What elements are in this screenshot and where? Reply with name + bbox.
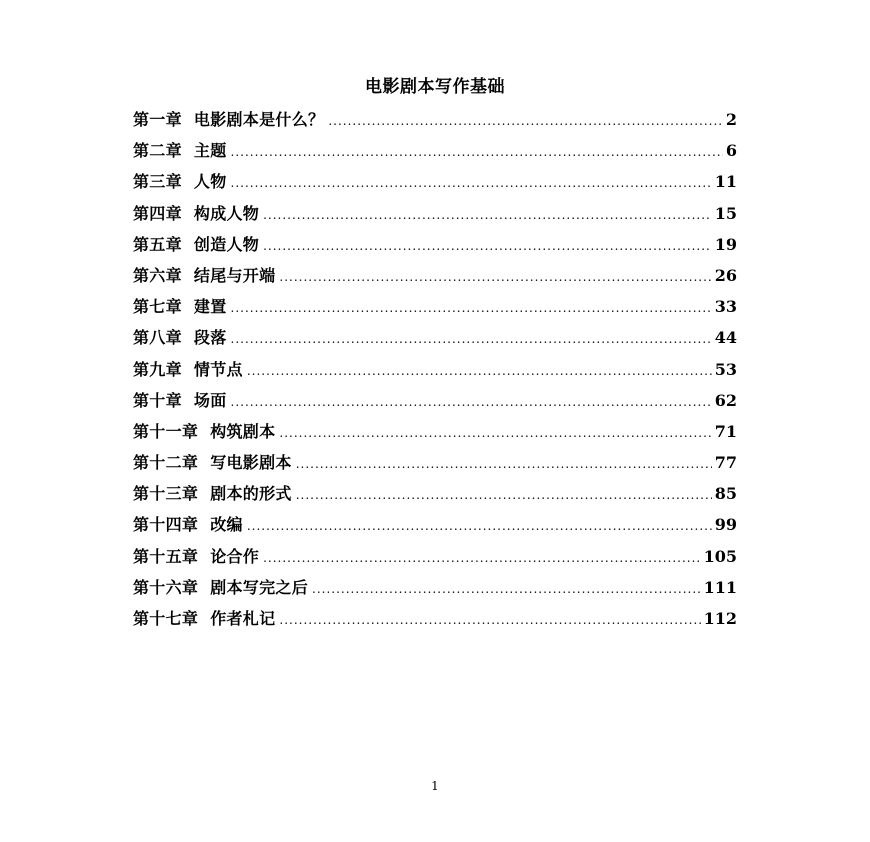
toc-dot-leader bbox=[328, 106, 723, 137]
toc-entry[interactable] bbox=[133, 354, 737, 385]
toc-chapter-label: 第九章 bbox=[133, 359, 182, 379]
toc-chapter-label: 第二章 bbox=[133, 141, 182, 161]
toc-chapter-title: 场面 bbox=[193, 390, 227, 410]
toc-entry[interactable] bbox=[133, 603, 737, 634]
toc-page-number: 105 bbox=[703, 546, 737, 566]
toc-entry[interactable] bbox=[133, 509, 737, 540]
toc-chapter-label: 第十章 bbox=[133, 390, 182, 410]
toc-chapter-title: 构筑剧本 bbox=[210, 421, 276, 441]
toc-chapter-label: 第十二章 bbox=[133, 453, 199, 473]
toc-chapter-title: 论合作 bbox=[210, 546, 260, 566]
toc-dot-leader bbox=[312, 574, 701, 605]
document-title: 电影剧本写作基础 bbox=[365, 77, 505, 97]
toc-page-number: 6 bbox=[725, 141, 737, 161]
table-of-contents bbox=[133, 104, 737, 634]
toc-dot-leader bbox=[279, 605, 700, 636]
toc-page-number: 26 bbox=[714, 265, 737, 285]
toc-entry[interactable] bbox=[133, 447, 737, 478]
toc-page-number: 53 bbox=[714, 359, 737, 379]
toc-chapter-label: 第五章 bbox=[133, 234, 182, 254]
toc-chapter-title: 情节点 bbox=[193, 359, 243, 379]
toc-chapter-label: 第十五章 bbox=[133, 546, 199, 566]
toc-entry[interactable] bbox=[133, 416, 737, 447]
toc-chapter-title: 人物 bbox=[193, 172, 227, 192]
toc-entry[interactable] bbox=[133, 322, 737, 353]
toc-entry[interactable] bbox=[133, 260, 737, 291]
toc-entry[interactable] bbox=[133, 385, 737, 416]
toc-chapter-label: 第八章 bbox=[133, 328, 182, 348]
toc-dot-leader bbox=[263, 543, 700, 574]
page-number: 1 bbox=[431, 779, 439, 793]
toc-chapter-label: 第七章 bbox=[133, 297, 182, 317]
toc-chapter-title: 段落 bbox=[193, 328, 227, 348]
toc-dot-leader bbox=[247, 511, 712, 542]
toc-page-number: 85 bbox=[714, 484, 737, 504]
toc-chapter-label: 第十一章 bbox=[133, 421, 199, 441]
toc-entry[interactable] bbox=[133, 104, 737, 135]
toc-entry[interactable] bbox=[133, 478, 737, 509]
toc-chapter-title: 电影剧本是什么？ bbox=[193, 110, 325, 129]
toc-dot-leader bbox=[231, 324, 712, 355]
toc-page-number: 112 bbox=[703, 609, 737, 628]
toc-chapter-title: 建置 bbox=[193, 297, 227, 317]
toc-entry[interactable] bbox=[133, 229, 737, 260]
toc-entry[interactable] bbox=[133, 541, 737, 572]
toc-chapter-label: 第四章 bbox=[133, 203, 182, 223]
toc-chapter-title: 作者札记 bbox=[210, 609, 276, 628]
toc-chapter-title: 创造人物 bbox=[193, 234, 260, 254]
toc-page-number: 111 bbox=[703, 577, 737, 597]
toc-chapter-label: 第十六章 bbox=[133, 577, 199, 597]
toc-chapter-title: 剧本写完之后 bbox=[210, 577, 309, 597]
toc-page-number: 99 bbox=[714, 515, 737, 535]
toc-dot-leader bbox=[231, 293, 712, 324]
toc-page-number: 19 bbox=[714, 234, 737, 254]
toc-chapter-label: 第三章 bbox=[133, 172, 182, 192]
toc-chapter-label: 第一章 bbox=[133, 110, 182, 129]
toc-entry[interactable] bbox=[133, 135, 737, 166]
toc-page-number: 33 bbox=[714, 297, 737, 317]
toc-dot-leader bbox=[279, 418, 711, 449]
toc-chapter-title: 构成人物 bbox=[193, 203, 260, 223]
toc-chapter-label: 第十七章 bbox=[133, 609, 199, 628]
toc-chapter-title: 改编 bbox=[210, 515, 243, 535]
toc-page-number: 2 bbox=[725, 110, 737, 129]
toc-dot-leader bbox=[263, 200, 712, 231]
toc-dot-leader bbox=[231, 387, 712, 418]
toc-page-number: 11 bbox=[714, 172, 737, 192]
toc-chapter-title: 主题 bbox=[193, 141, 227, 161]
toc-dot-leader bbox=[231, 168, 712, 199]
toc-dot-leader bbox=[263, 231, 712, 262]
toc-entry[interactable] bbox=[133, 572, 737, 603]
toc-chapter-title: 剧本的形式 bbox=[210, 484, 292, 504]
toc-page-number: 77 bbox=[714, 453, 737, 473]
toc-dot-leader bbox=[296, 449, 712, 480]
toc-page-number: 71 bbox=[714, 421, 737, 441]
toc-page-number: 62 bbox=[714, 390, 737, 410]
toc-chapter-label: 第六章 bbox=[133, 265, 182, 285]
toc-dot-leader bbox=[296, 480, 712, 511]
toc-chapter-title: 结尾与开端 bbox=[193, 265, 276, 285]
toc-page-number: 15 bbox=[714, 203, 737, 223]
toc-chapter-title: 写电影剧本 bbox=[210, 453, 292, 473]
toc-dot-leader bbox=[231, 137, 723, 168]
toc-chapter-label: 第十三章 bbox=[133, 484, 199, 504]
toc-entry[interactable] bbox=[133, 166, 737, 197]
toc-chapter-label: 第十四章 bbox=[133, 515, 199, 535]
toc-dot-leader bbox=[279, 262, 711, 293]
toc-page-number: 44 bbox=[714, 328, 737, 348]
toc-dot-leader bbox=[247, 356, 712, 387]
toc-entry[interactable] bbox=[133, 198, 737, 229]
toc-entry[interactable] bbox=[133, 291, 737, 322]
